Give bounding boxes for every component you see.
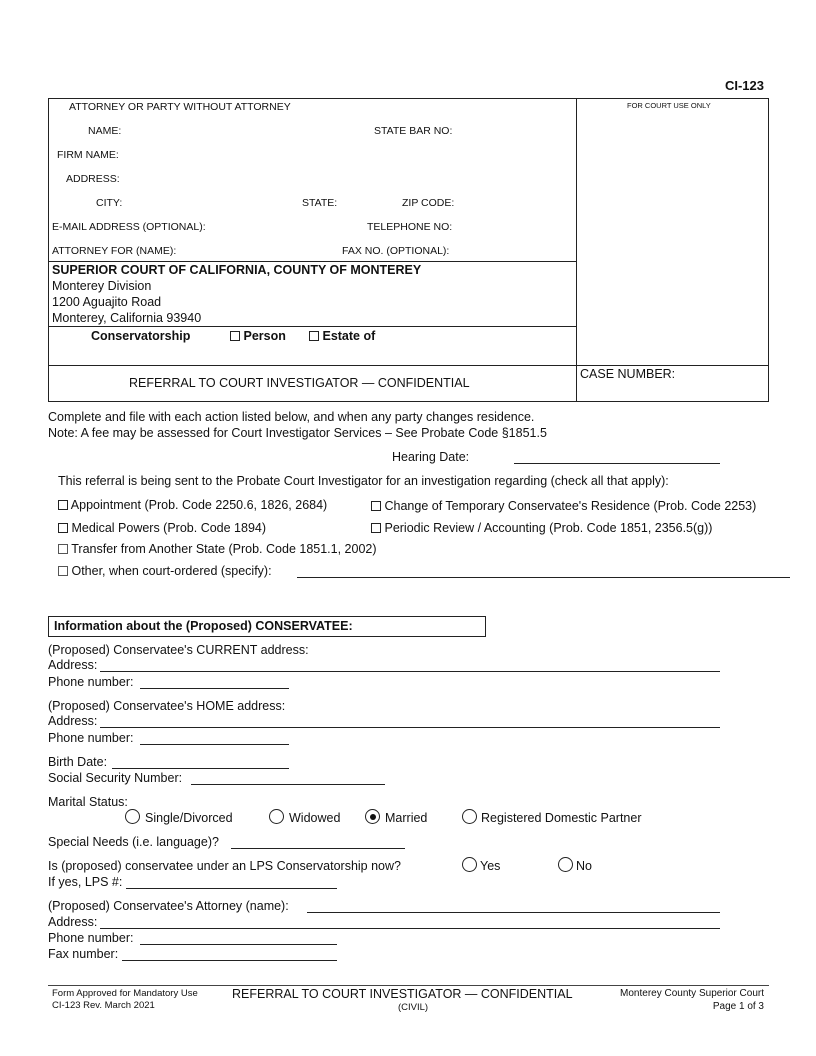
rule-court (48, 261, 577, 262)
attorney2-name-label: (Proposed) Conservatee's Attorney (name): (48, 899, 289, 913)
rule-title (48, 365, 769, 366)
person-option[interactable] (230, 329, 286, 343)
attorney2-address-field[interactable] (100, 928, 720, 929)
state-label: STATE: (302, 197, 338, 209)
birth-date-label: Birth Date: (48, 755, 108, 769)
check-medical[interactable] (58, 521, 266, 535)
lps-no-radio[interactable] (558, 857, 573, 872)
current-phone-label: Phone number: (48, 675, 134, 689)
address-label: ADDRESS: (66, 173, 120, 185)
home-address-label: Address: (48, 714, 98, 728)
instruction-line-1: Complete and file with each action listed below, and when any party changes residence. (48, 410, 535, 424)
fax-label: FAX NO. (OPTIONAL): (342, 245, 450, 257)
check-periodic[interactable] (371, 521, 712, 535)
attorney2-phone-field[interactable] (140, 944, 337, 945)
person-checkbox[interactable] (230, 331, 240, 341)
footer-court: Monterey County Superior Court (620, 988, 764, 999)
telephone-label: TELEPHONE NO: (367, 221, 453, 233)
single-label: Single/Divorced (145, 811, 233, 825)
footer-rev: CI-123 Rev. March 2021 (52, 1000, 155, 1011)
state-bar-label: STATE BAR NO: (374, 125, 453, 137)
referral-intro: This referral is being sent to the Probate Court Investigator for an investigation regarding (check all that apply): (58, 474, 669, 488)
home-heading: (Proposed) Conservatee's HOME address: (48, 699, 286, 713)
form-id: CI-123 (724, 78, 764, 93)
footer-approved: Form Approved for Mandatory Use (52, 988, 198, 999)
hearing-date-label: Hearing Date: (392, 450, 470, 464)
check-other[interactable] (58, 564, 272, 578)
current-phone-field[interactable] (140, 688, 289, 689)
case-number-label: CASE NUMBER: (580, 367, 676, 381)
ssn-field[interactable] (191, 784, 385, 785)
zip-label: ZIP CODE: (402, 197, 455, 209)
special-needs-label: Special Needs (i.e. language)? (48, 835, 219, 849)
attorney-for-label: ATTORNEY FOR (NAME): (52, 245, 177, 257)
current-heading: (Proposed) Conservatee's CURRENT address: (48, 643, 309, 657)
married-label: Married (385, 811, 428, 825)
conservatorship-label: Conservatorship (91, 329, 191, 343)
widowed-label: Widowed (289, 811, 341, 825)
lps-number-label: If yes, LPS #: (48, 875, 123, 889)
single-radio[interactable] (125, 809, 140, 824)
current-address-field[interactable] (100, 671, 720, 672)
marital-label: Marital Status: (48, 795, 128, 809)
attorney2-phone-label: Phone number: (48, 931, 134, 945)
check-change-residence[interactable] (371, 499, 756, 513)
appointment-label: Appointment (Prob. Code 2250.6, 1826, 2684) (70, 498, 328, 512)
attorney-heading: ATTORNEY OR PARTY WITHOUT ATTORNEY (69, 101, 291, 113)
estate-label: Estate of (322, 329, 376, 343)
married-radio[interactable] (365, 809, 380, 824)
other-checkbox[interactable] (58, 566, 68, 576)
person-label: Person (243, 329, 286, 343)
change-residence-label: Change of Temporary Conservatee's Residence (Prob. Code 2253) (384, 499, 757, 513)
instruction-line-2: Note: A fee may be assessed for Court Investigator Services – See Probate Code §1851.5 (48, 426, 547, 440)
court-city: Monterey, California 93940 (52, 311, 202, 325)
footer-title: REFERRAL TO COURT INVESTIGATOR — CONFIDENTIAL (232, 987, 573, 1001)
other-label: Other, when court-ordered (specify): (71, 564, 272, 578)
transfer-label: Transfer from Another State (Prob. Code 1851.1, 2002) (71, 542, 377, 556)
widowed-radio[interactable] (269, 809, 284, 824)
name-label: NAME: (88, 125, 122, 137)
lps-question: Is (proposed) conservatee under an LPS Conservatorship now? (48, 859, 401, 873)
city-label: CITY: (96, 197, 123, 209)
lps-number-field[interactable] (126, 888, 337, 889)
partner-radio[interactable] (462, 809, 477, 824)
court-division: Monterey Division (52, 279, 152, 293)
estate-option[interactable] (309, 329, 375, 343)
lps-no-label: No (576, 859, 592, 873)
check-transfer[interactable] (58, 542, 377, 556)
attorney2-fax-field[interactable] (122, 960, 337, 961)
court-use-label: FOR COURT USE ONLY (627, 101, 711, 110)
estate-checkbox[interactable] (309, 331, 319, 341)
lps-yes-label: Yes (480, 859, 501, 873)
email-label: E-MAIL ADDRESS (OPTIONAL): (52, 221, 206, 233)
other-specify-field[interactable] (297, 577, 790, 578)
transfer-checkbox[interactable] (58, 544, 68, 554)
medical-label: Medical Powers (Prob. Code 1894) (71, 521, 267, 535)
attorney2-address-label: Address: (48, 915, 98, 929)
special-needs-field[interactable] (231, 848, 405, 849)
birth-date-field[interactable] (112, 768, 289, 769)
form-title: REFERRAL TO COURT INVESTIGATOR — CONFIDENTIAL (129, 376, 470, 390)
footer-rule (48, 985, 769, 986)
court-street: 1200 Aguajito Road (52, 295, 162, 309)
lps-yes-radio[interactable] (462, 857, 477, 872)
check-appointment[interactable] (58, 498, 327, 512)
periodic-label: Periodic Review / Accounting (Prob. Code 1851, 2356.5(g)) (384, 521, 713, 535)
attorney2-fax-label: Fax number: (48, 947, 119, 961)
court-name: SUPERIOR COURT OF CALIFORNIA, COUNTY OF MONTEREY (52, 263, 422, 277)
current-address-label: Address: (48, 658, 98, 672)
firm-name-label: FIRM NAME: (57, 149, 119, 161)
appointment-checkbox[interactable] (58, 500, 68, 510)
rule-conservatorship (48, 326, 577, 327)
attorney2-name-field[interactable] (307, 912, 720, 913)
home-phone-label: Phone number: (48, 731, 134, 745)
footer-page: Page 1 of 3 (712, 1001, 764, 1012)
periodic-checkbox[interactable] (371, 523, 381, 533)
hearing-date-field[interactable] (514, 463, 720, 464)
medical-checkbox[interactable] (58, 523, 68, 533)
ssn-label: Social Security Number: (48, 771, 183, 785)
change-residence-checkbox[interactable] (371, 501, 381, 511)
section-title: Information about the (Proposed) CONSERVATEE: (54, 619, 353, 633)
home-phone-field[interactable] (140, 744, 289, 745)
partner-label: Registered Domestic Partner (481, 811, 642, 825)
footer-civil: (CIVIL) (398, 1002, 429, 1013)
home-address-field[interactable] (100, 727, 720, 728)
caption-divider (576, 98, 577, 402)
